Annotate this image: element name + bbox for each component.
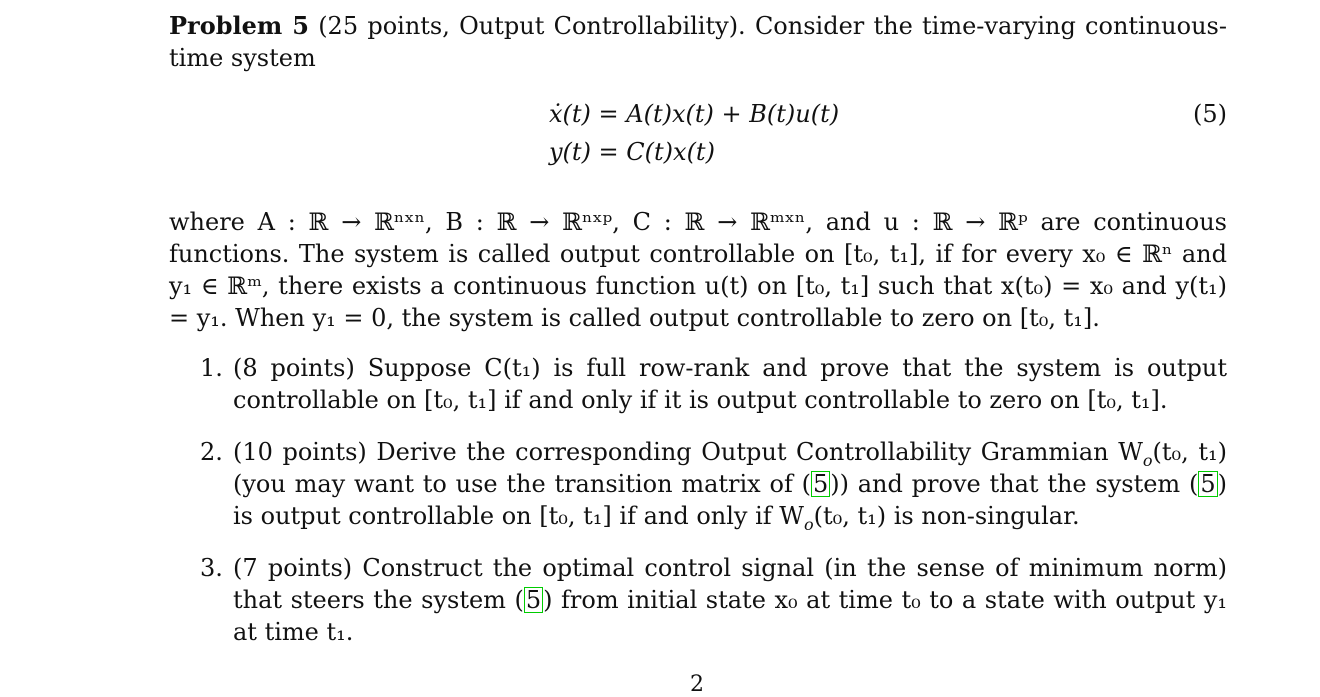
output-equation: y(t) = C(t)x(t) bbox=[549, 138, 715, 166]
equation-label: (5) bbox=[1193, 100, 1227, 128]
list-item bbox=[169, 436, 1227, 532]
problem-points: (25 points, Output Controllability). bbox=[318, 12, 746, 40]
state-equation: ẋ(t) = A(t)x(t) + B(t)u(t) bbox=[549, 100, 840, 128]
problem-heading: Problem 5 bbox=[169, 11, 309, 40]
equation-reference-link[interactable]: 5 bbox=[1200, 470, 1216, 498]
item-number: 2. bbox=[200, 438, 223, 466]
item-text-d: ) is output controllable on [t₀, t₁] if and only if W bbox=[233, 470, 1227, 530]
problem-intro-text: Consider the time-varying continuous-time system bbox=[169, 12, 1227, 72]
item-text: (8 points) Suppose C(t₁) is full row-rank and prove that the system is output controllable on [t₀, t₁] if and only if it is output controllable to zero on [t₀, t₁]. bbox=[233, 354, 1227, 414]
item-text-b: (t₀, t₁) (you may want to use the transition matrix of ( bbox=[233, 438, 1227, 498]
grammian-subscript: o bbox=[803, 514, 814, 534]
equation-block bbox=[169, 98, 1227, 180]
item-number: 3. bbox=[200, 554, 223, 582]
list-item bbox=[169, 552, 1227, 648]
item-text-b: ) from initial state x₀ at time t₀ to a state with output y₁ at time t₁. bbox=[233, 586, 1227, 646]
item-text-a: (10 points) Derive the corresponding Output Controllability Grammian W bbox=[233, 438, 1143, 466]
list-item bbox=[169, 352, 1227, 416]
equation-reference-link[interactable]: 5 bbox=[812, 470, 829, 498]
item-text-a: (7 points) Construct the optimal control signal (in the sense of minimum norm) that steers the system ( bbox=[233, 554, 1227, 614]
item-text-e: (t₀, t₁) is non-singular. bbox=[813, 502, 1080, 530]
item-number: 1. bbox=[200, 354, 223, 382]
page-number: 2 bbox=[690, 672, 704, 697]
problem-page bbox=[169, 10, 1227, 668]
definition-paragraph: where A : ℝ → ℝⁿˣⁿ, B : ℝ → ℝⁿˣᵖ, C : ℝ → ℝᵐˣⁿ, and u : ℝ → ℝᵖ are continuous functions. The system is called output controllable on [t₀, t₁], if for every x₀ ∈ ℝⁿ and y₁ ∈ ℝᵐ, there exists a continuous function u(t) on [t₀, t₁] such that x(t₀) = x₀ and y(t₁) = y₁. When y₁ = 0, the system is called output controllable to zero on [t₀, t₁]. bbox=[169, 208, 1227, 332]
grammian-subscript: o bbox=[1142, 450, 1153, 470]
subproblem-list bbox=[169, 352, 1227, 648]
item-text-c: )) and prove that the system ( bbox=[830, 470, 1199, 498]
equation-reference-link[interactable]: 5 bbox=[525, 586, 542, 614]
problem-intro bbox=[169, 10, 1227, 74]
